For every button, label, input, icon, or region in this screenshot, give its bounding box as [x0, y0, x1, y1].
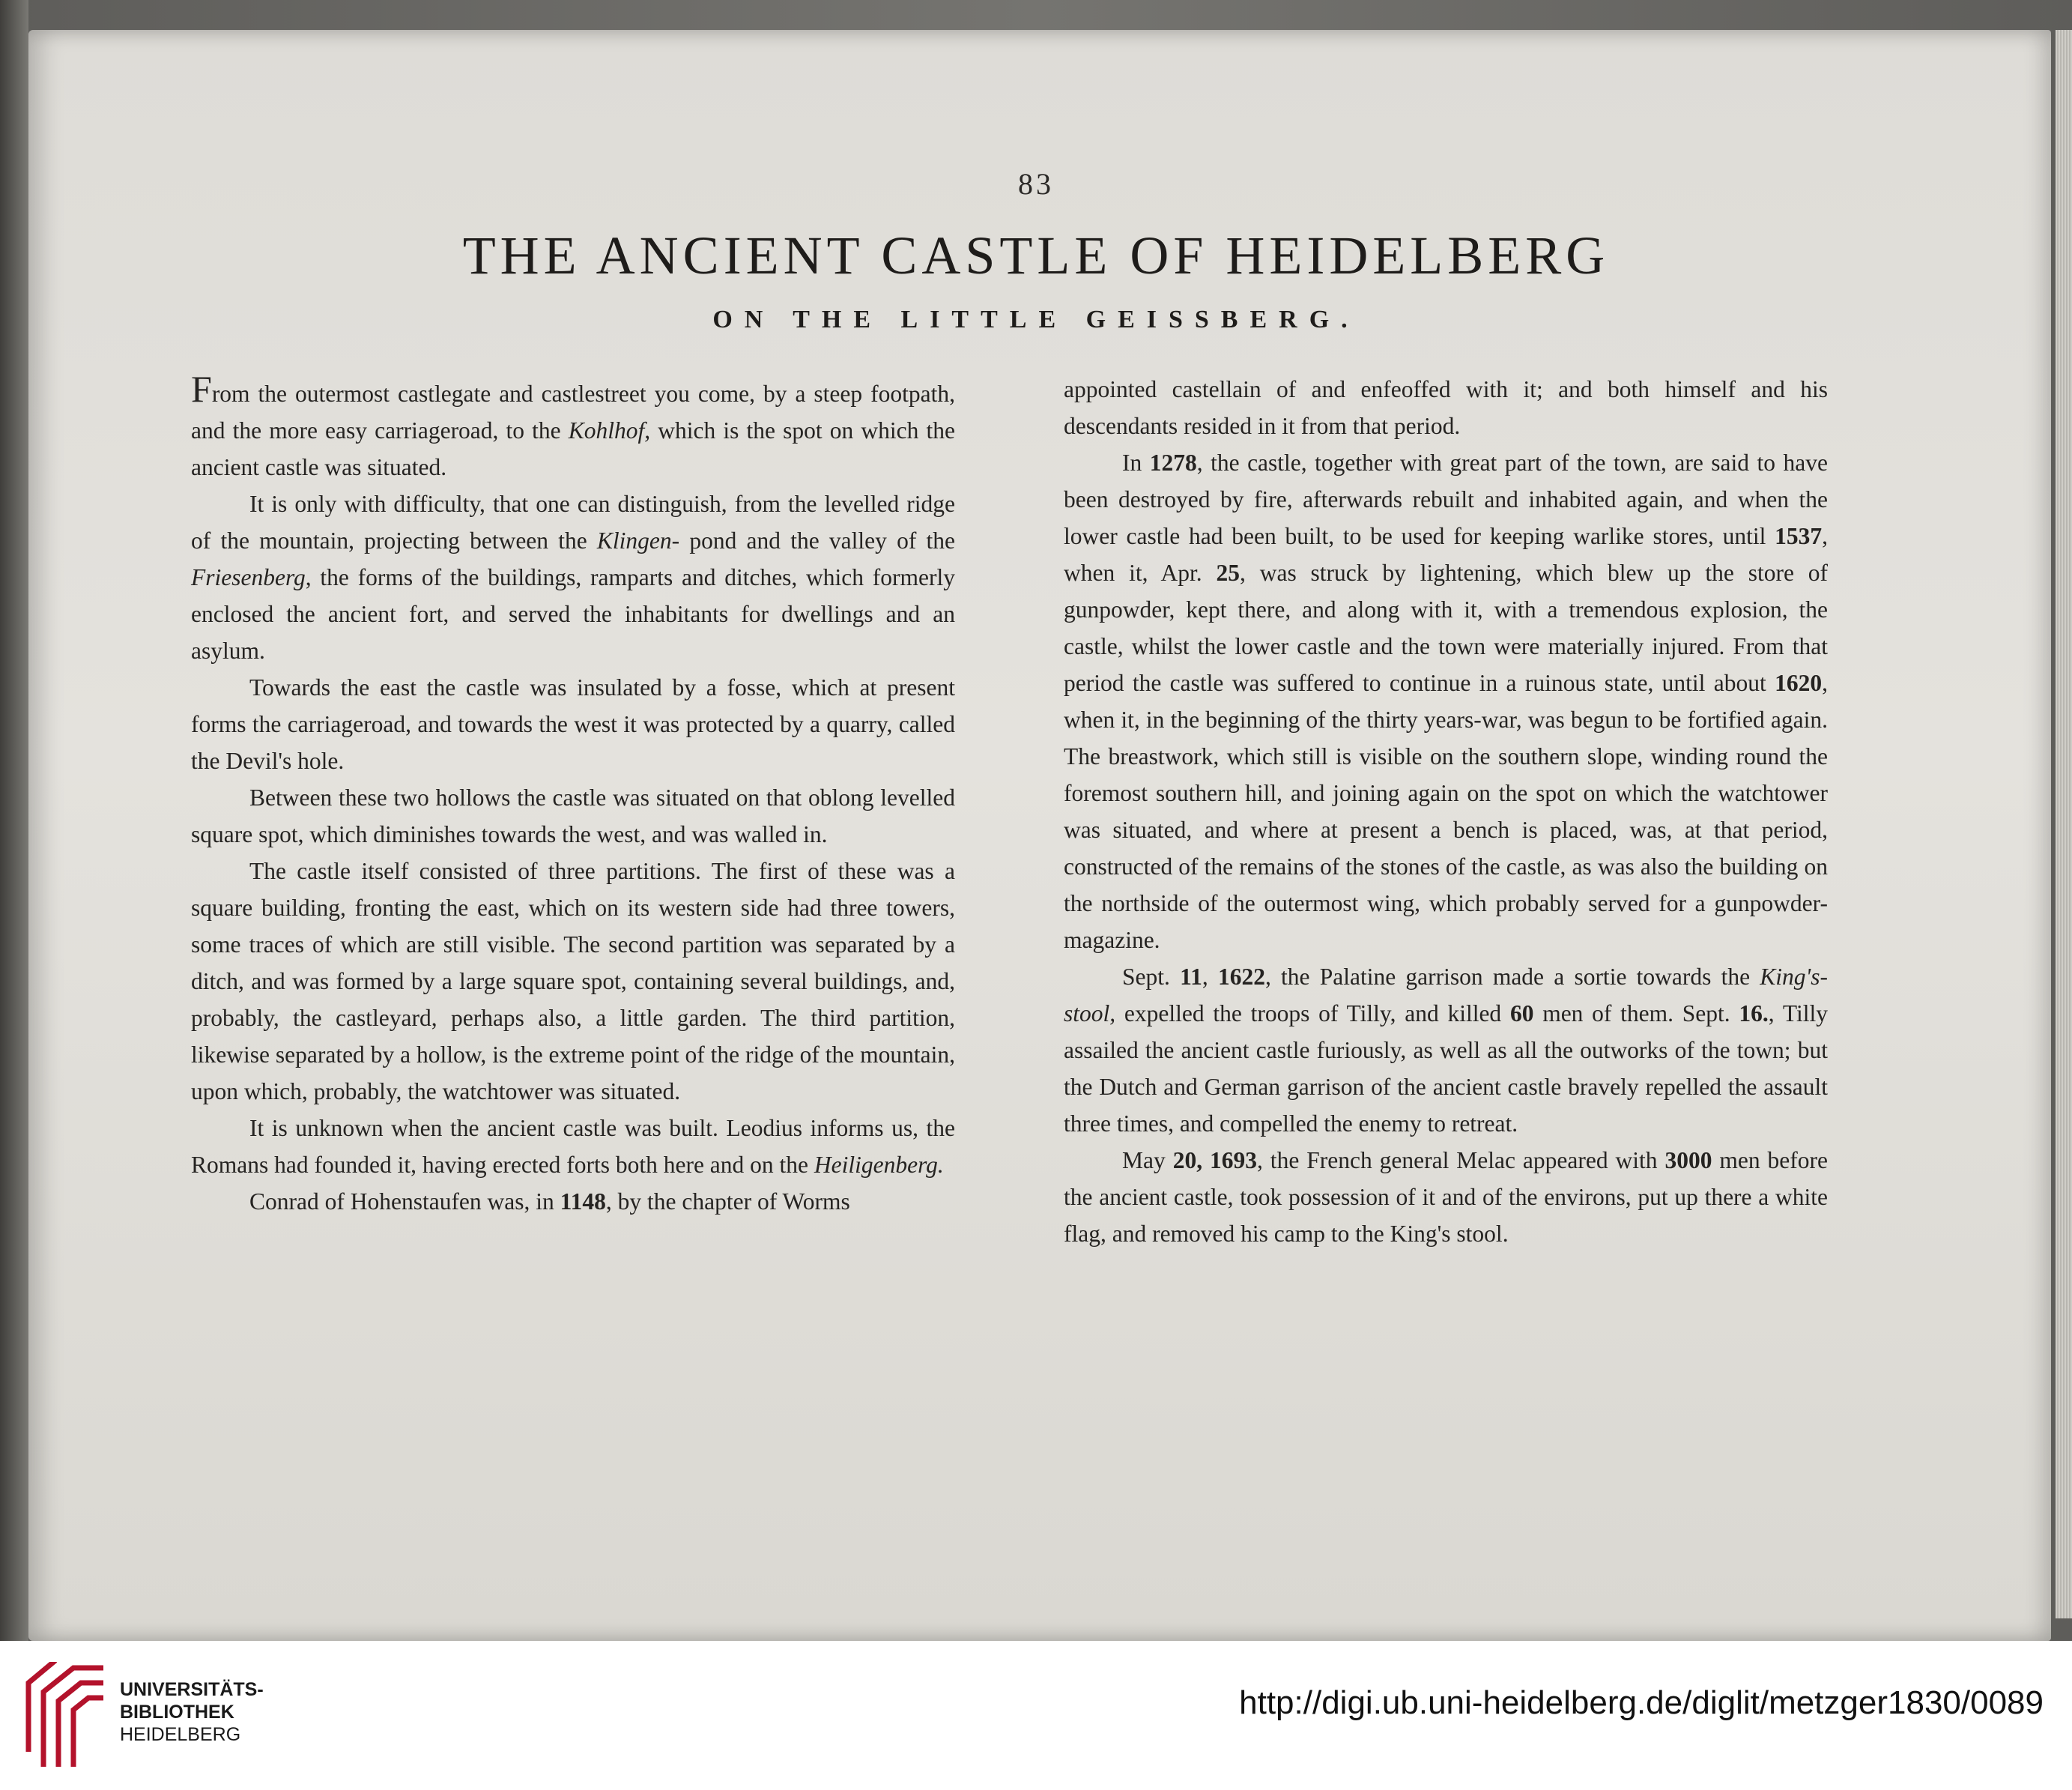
- paragraph: Between these two hollows the castle was situated on that oblong levelled square spot, which diminishes towards the west, and was walled in.: [191, 784, 955, 847]
- bold-number: 11: [1180, 964, 1202, 990]
- text-run: In: [1122, 450, 1150, 476]
- paragraph: [191, 486, 955, 669]
- text-run: , Tilly assailed the ancient castle furiously, as well as all the outworks of the town; but the Dutch and German garrison of the ancient castle bravely repelled the assault three times, and compelled the enemy to retreat.: [1064, 1000, 1828, 1137]
- logo-line: UNIVERSITÄTS-: [120, 1679, 264, 1700]
- text-column-right: [1064, 371, 1828, 1252]
- bold-number: 3000: [1664, 1147, 1712, 1173]
- text-run: , the French general Melac appeared with: [1257, 1147, 1665, 1173]
- logo-line: HEIDELBERG: [120, 1724, 241, 1745]
- paragraph: [1064, 958, 1828, 1142]
- italic-text: King's-stool,: [1064, 964, 1829, 1026]
- italic-text: Klingen-: [596, 527, 680, 554]
- bold-number: 16.: [1739, 1000, 1769, 1026]
- bold-number: 1620: [1775, 670, 1823, 696]
- text-run: men before the ancient castle, took possession of it and of the environs, put up there a white flag, and removed his camp to the King's stool.: [1064, 1147, 1828, 1247]
- text-run: ,: [1202, 964, 1218, 990]
- text-run: , the Palatine garrison made a sortie towards the: [1264, 964, 1760, 990]
- text-run: rom the outermost castlegate and castlestreet you come, by a steep footpath, and the more easy carriageroad, to the: [191, 381, 955, 444]
- text-run: , when it, in the beginning of the thirty years-war, was begun to be fortified again. The breastwork, which still is visible on the southern slope, winding round the foremost southern hill, and joining again on the spot on which the watchtower was situated, and where at present a bench is placed, was, at that period, constructed of the remains of the stones of the castle, as was also the building on the northside of the outermost wing, which probably served for a gunpowder-magazine.: [1064, 670, 1828, 953]
- paragraph: [191, 1110, 955, 1183]
- text-run: which is the spot on which the ancient castle was situated.: [191, 417, 955, 480]
- text-run: , the forms of the buildings, ramparts and ditches, which formerly enclosed the ancient fort, and served the inhabitants for dwellings and an asylum.: [191, 564, 955, 664]
- bold-number: 1278: [1149, 450, 1197, 476]
- bold-number: 1622: [1217, 964, 1265, 990]
- text-run: It is only with difficulty, that one can distinguish, from the levelled ridge of the mountain, projecting between the: [191, 491, 955, 554]
- text-run: , by the chapter of Worms: [605, 1188, 850, 1215]
- paragraph: [1064, 1142, 1828, 1252]
- library-logo-text: [120, 1678, 264, 1746]
- bold-number: 60: [1509, 1000, 1534, 1026]
- bold-number: 1148: [560, 1188, 606, 1215]
- bold-number: 1537: [1775, 523, 1823, 549]
- drop-cap: F: [191, 368, 212, 410]
- page-number: 83: [1018, 167, 1054, 201]
- text-run: pond and the valley of the: [679, 527, 955, 554]
- paragraph: [1064, 444, 1828, 958]
- logo-line: BIBLIOTHEK: [120, 1702, 234, 1723]
- text-run: , the castle, together with great part of the town, are said to have been destroyed by fire, afterwards rebuilt and inhabited again, and when the lower castle had been built, to be used for keeping warlike stores, until: [1064, 450, 1828, 549]
- italic-text: Kohlhof,: [568, 417, 651, 444]
- paragraph: [191, 368, 955, 486]
- text-run: Sept.: [1122, 964, 1181, 990]
- page-title: THE ANCIENT CASTLE OF HEIDELBERG: [462, 226, 1610, 285]
- text-run: , when it, Apr.: [1064, 523, 1828, 586]
- text-column-left: [191, 368, 955, 1220]
- bold-number: 20, 1693: [1172, 1147, 1257, 1173]
- text-run: men of them. Sept.: [1533, 1000, 1739, 1026]
- paragraph: appointed castellain of and enfeoffed with it; and both himself and his descendants resided in it from that period.: [1064, 376, 1828, 439]
- library-logo-icon[interactable]: [21, 1662, 111, 1774]
- page-subtitle: ON THE LITTLE GEISSBERG.: [712, 306, 1360, 333]
- text-run: Conrad of Hohenstaufen was, in: [249, 1188, 560, 1215]
- text-run: expelled the troops of Tilly, and killed: [1115, 1000, 1510, 1026]
- text-run: It is unknown when the ancient castle was built. Leodius informs us, the Romans had founded it, having erected forts both here and on the: [191, 1115, 955, 1178]
- italic-text: Friesenberg: [191, 564, 306, 590]
- bold-number: 25: [1216, 560, 1241, 586]
- paragraph: The castle itself consisted of three partitions. The first of these was a square building, fronting the east, which on its western side had three towers, some traces of which are still visible. The second partition was separated by a ditch, and was formed by a large square spot, containing several buildings, and, probably, the castleyard, perhaps also, a little garden. The third partition, likewise separated by a hollow, is the extreme point of the ridge of the mountain, upon which, probably, the watchtower was situated.: [191, 858, 955, 1104]
- text-run: , was struck by lightening, which blew up the store of gunpowder, kept there, and along with it, with a tremendous explosion, the castle, whilst the lower castle and the town were materially injured. From that period the castle was suffered to continue in a ruinous state, until about: [1064, 560, 1829, 696]
- paragraph: [191, 1183, 955, 1220]
- text-run: May: [1122, 1147, 1173, 1173]
- paragraph: Towards the east the castle was insulated by a fosse, which at present forms the carriageroad, and towards the west it was protected by a quarry, called the Devil's hole.: [191, 674, 955, 774]
- italic-text: Heiligenberg.: [814, 1152, 944, 1178]
- source-url-link[interactable]: http://digi.ub.uni-heidelberg.de/diglit/metzger1830/0089: [1239, 1684, 2044, 1721]
